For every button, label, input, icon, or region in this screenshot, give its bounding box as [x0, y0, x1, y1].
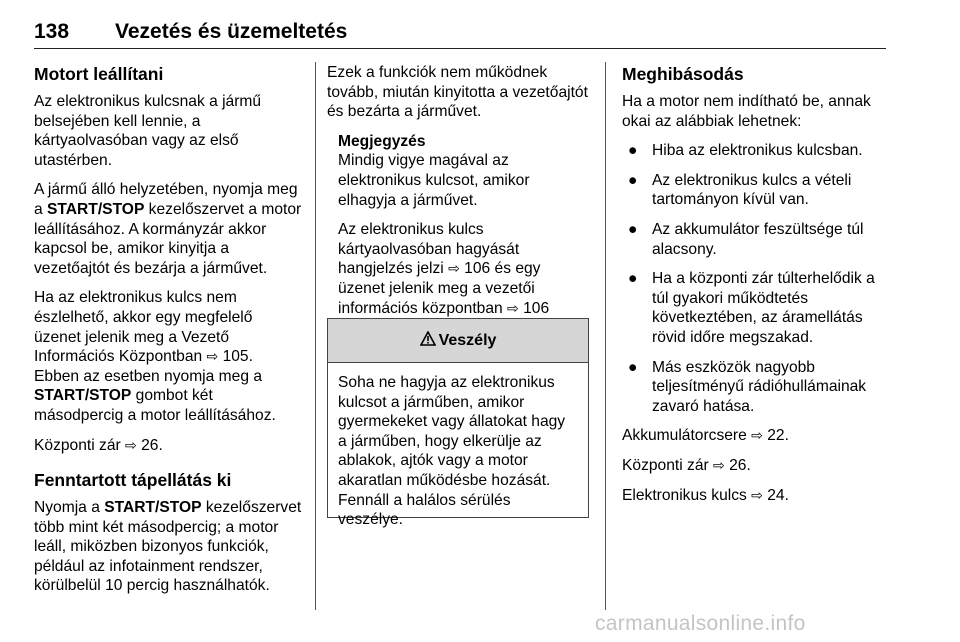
watermark: carmanualsonline.info: [595, 612, 806, 635]
page-ref-link[interactable]: 24: [767, 486, 785, 504]
column-3: [622, 63, 888, 515]
list-item: ● Az akkumulátor feszültsége túl alacsony.: [628, 220, 864, 258]
page-ref-arrow-icon: ⇨: [751, 486, 763, 503]
page-ref-arrow-icon: ⇨: [713, 456, 725, 473]
start-stop-label: START/STOP: [104, 499, 202, 517]
cross-reference: Központi zár ⇨ 26.: [622, 456, 751, 474]
header-divider: [34, 48, 886, 49]
list-item: ● Ha a központi zár túlterhelődik a túl gyakori működtetés következtében, az áramellátás rövid időre megszakad.: [628, 270, 875, 346]
column-2: [327, 63, 591, 348]
note-paragraph: Mindig vigye magával az elektronikus kulcsot, amikor elhagyja a járművet.: [338, 152, 530, 209]
start-stop-label: START/STOP: [47, 200, 145, 218]
section-heading-retained-power: Fenntartott tápellátás ki: [34, 470, 232, 491]
page-ref-arrow-icon: ⇨: [448, 260, 460, 277]
warning-text: Soha ne hagyja az elektronikus kulcsot a járműben, amikor gyermekeket vagy állatokat hagy a járműben, hogy elkerülje az ablakok, ajtók vagy a motor akaratlan működésbe hozását. Fennáll a halálos sérülés veszélye.: [338, 374, 566, 529]
section-heading-malfunction: Meghibásodás: [622, 64, 744, 84]
warning-header: [328, 319, 588, 363]
column-divider-1: [315, 62, 316, 610]
page-ref-link[interactable]: 22: [767, 427, 785, 445]
page-ref-link[interactable]: 26: [141, 436, 159, 454]
list-item: ● Más eszközök nagyobb teljesítményű rádióhullámainak zavaró hatása.: [628, 358, 867, 415]
page-ref-arrow-icon: ⇨: [751, 427, 763, 444]
note-paragraph: Az elektronikus kulcs kártyaolvasóban hagyását hangjelzés jelzi ⇨ 106 és egy üzenet jelenik meg a vezetői információs központban ⇨ 106: [338, 221, 550, 317]
paragraph: Ha az elektronikus kulcs nem észlelhető, akkor egy megfelelő üzenet jelenik meg a Vezető Információs Központban ⇨ 105. Ebben az esetben nyomja meg a START/STOP gombot két másodpercig a motor leállításához.: [34, 289, 276, 424]
paragraph: Az elektronikus kulcsnak a jármű belsejében kell lennie, a kártyaolvasóban vagy az első utastérben.: [34, 93, 262, 169]
column-divider-2: [605, 62, 606, 610]
paragraph: Ha a motor nem indítható be, annak okai az alábbiak lehetnek:: [622, 93, 871, 130]
page-ref-arrow-icon: ⇨: [507, 299, 519, 316]
list-item: ● Hiba az elektronikus kulcsban.: [628, 142, 863, 160]
page-ref-link[interactable]: 105: [222, 348, 249, 366]
page-ref-arrow-icon: ⇨: [125, 436, 137, 453]
cross-reference: Elektronikus kulcs ⇨ 24.: [622, 486, 789, 504]
page-ref-link[interactable]: 106: [523, 299, 550, 317]
note-title: Megjegyzés: [338, 132, 426, 150]
page-ref-link[interactable]: 26: [729, 456, 747, 474]
bullet-icon: ●: [628, 171, 638, 189]
page-ref-link[interactable]: 106: [464, 260, 491, 278]
cause-list: [622, 141, 888, 416]
bullet-icon: ●: [628, 142, 638, 160]
paragraph: Ezek a funkciók nem működnek tovább, miután kinyitotta a vezetőajtót és bezárta a járművet.: [327, 64, 588, 121]
bullet-icon: ●: [628, 358, 638, 376]
warning-triangle-icon: [420, 331, 436, 351]
cross-reference: Akkumulátorcsere ⇨ 22.: [622, 427, 789, 445]
page-header: [34, 10, 886, 50]
paragraph: Nyomja a START/STOP kezelőszervet több mint két másodpercig; a motor leáll, miközben bizonyos funkciók, például az infotainment rendszer, körülbelül 10 percig használhatók.: [34, 499, 302, 595]
chapter-title: Vezetés és üzemeltetés: [115, 20, 348, 43]
column-1: [34, 63, 302, 606]
section-heading-stop-engine: Motort leállítani: [34, 64, 164, 84]
page-number: 138: [34, 20, 70, 43]
page-ref-arrow-icon: ⇨: [206, 348, 219, 365]
list-item: ● Az elektronikus kulcs a vételi tartományon kívül van.: [628, 171, 852, 209]
paragraph: A jármű álló helyzetében, nyomja meg a START/STOP kezelőszervet a motor leállításához. A kormányzár akkor kapcsol be, amikor kinyitja a vezetőajtót és bezárja a járművet.: [34, 181, 302, 277]
note-box: [338, 132, 591, 338]
bullet-icon: ●: [628, 270, 638, 288]
start-stop-label: START/STOP: [34, 387, 132, 405]
bullet-icon: ●: [628, 220, 638, 238]
warning-box: [327, 318, 589, 529]
warning-title: Veszély: [438, 331, 497, 349]
paragraph: Központi zár ⇨ 26.: [34, 436, 163, 454]
